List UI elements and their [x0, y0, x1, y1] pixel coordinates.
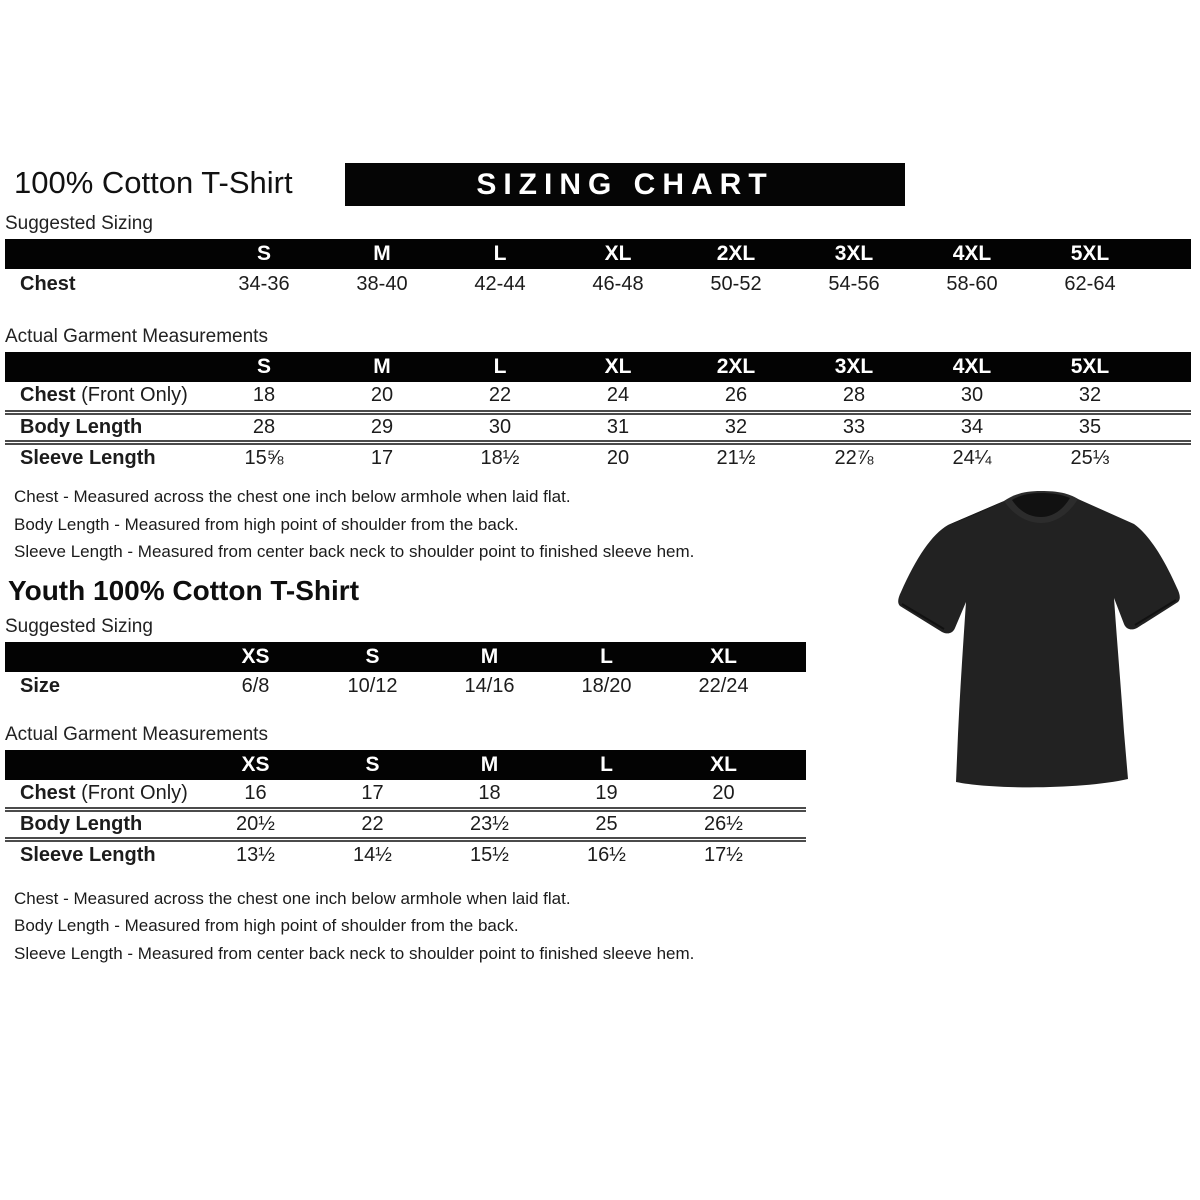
header-spacer — [1149, 239, 1191, 269]
measurement-value: 24 — [606, 384, 630, 407]
note-body-length: Body Length - Measured from high point of shoulder from the back. — [14, 514, 519, 534]
row-label-header — [5, 750, 197, 780]
youth-measurement-notes — [14, 885, 1200, 968]
size-column-header: M — [323, 239, 441, 269]
size-column-header: 3XL — [795, 352, 913, 382]
size-header-row — [5, 239, 1191, 269]
row-label-text: Size — [20, 675, 61, 697]
sizing-chart-banner: SIZING CHART — [345, 163, 905, 206]
row-spacer — [1149, 412, 1191, 442]
measurement-value: 28 — [842, 384, 866, 407]
size-column-header: XS — [197, 642, 314, 672]
size-column-header: 4XL — [913, 352, 1031, 382]
measurement-value: 20 — [370, 384, 394, 407]
size-header-row — [5, 352, 1191, 382]
row-label-suffix: (Front Only) — [75, 781, 188, 804]
measurement-value: 35 — [1031, 412, 1149, 442]
adult-actual-measurements-table — [5, 352, 1191, 472]
adult-actual-measurements-label: Actual Garment Measurements — [5, 326, 268, 347]
measurement-value: 23½ — [431, 810, 548, 840]
row-label-text: Chest — [20, 781, 76, 804]
youth-suggested-sizing-table — [5, 642, 806, 702]
measurement-row — [5, 269, 1191, 299]
size-column-header: 5XL — [1031, 239, 1149, 269]
youth-section-title: Youth 100% Cotton T-Shirt — [8, 574, 360, 606]
measurement-value: 18½ — [441, 442, 559, 472]
measurement-value: 22⅞ — [795, 442, 913, 472]
measurement-value: 22 — [488, 384, 512, 407]
row-spacer — [1149, 442, 1191, 472]
measurement-value: 46-48 — [592, 272, 644, 295]
row-label-header — [5, 239, 205, 269]
measurement-value: 30 — [441, 412, 559, 442]
row-label-header — [5, 352, 205, 382]
note-chest: Chest - Measured across the chest one inch below armhole when laid flat. — [14, 487, 571, 506]
size-column-header: XS — [197, 750, 314, 780]
measurement-value: 17 — [323, 442, 441, 472]
size-header-row — [5, 642, 806, 672]
header-spacer — [1149, 352, 1191, 382]
tshirt-body-shape — [898, 494, 1180, 788]
row-label — [5, 780, 197, 810]
row-label — [5, 269, 205, 299]
measurement-value: 14½ — [314, 840, 431, 870]
measurement-value: 13½ — [197, 840, 314, 870]
row-label — [5, 412, 205, 442]
note-sleeve-length: Sleeve Length - Measured from center back neck to shoulder point to finished sleeve hem. — [14, 943, 695, 963]
measurement-value: 34 — [913, 412, 1031, 442]
measurement-value: 19 — [595, 781, 618, 804]
size-column-header: S — [314, 642, 431, 672]
measurement-value: 16 — [244, 781, 267, 804]
size-column-header: M — [431, 642, 548, 672]
row-spacer — [782, 810, 806, 840]
row-label — [5, 810, 197, 840]
measurement-value: 6/8 — [241, 675, 270, 697]
size-column-header: 5XL — [1031, 352, 1149, 382]
row-label — [5, 382, 205, 412]
measurement-value: 28 — [205, 412, 323, 442]
size-column-header: L — [441, 239, 559, 269]
measurement-row — [5, 840, 806, 870]
size-column-header: XL — [559, 239, 677, 269]
size-column-header: L — [548, 642, 665, 672]
size-column-header: XL — [665, 642, 782, 672]
measurement-value: 24¼ — [913, 442, 1031, 472]
size-column-header: S — [205, 352, 323, 382]
tshirt-product-photo — [888, 476, 1192, 816]
row-spacer — [1149, 382, 1191, 412]
size-column-header: S — [205, 239, 323, 269]
measurement-value: 26 — [724, 384, 748, 407]
measurement-row — [5, 780, 806, 810]
measurement-value: 20 — [712, 781, 735, 804]
measurement-value: 33 — [795, 412, 913, 442]
measurement-value: 18 — [478, 781, 501, 804]
measurement-value: 32 — [1078, 384, 1102, 407]
measurement-value: 21½ — [677, 442, 795, 472]
row-spacer — [782, 780, 806, 810]
row-label-text: Body Length — [20, 813, 143, 835]
measurement-value: 25⅓ — [1031, 442, 1149, 472]
row-spacer — [1149, 269, 1191, 299]
measurement-value: 10/12 — [347, 675, 398, 697]
size-column-header: 2XL — [677, 352, 795, 382]
measurement-value: 17½ — [665, 840, 782, 870]
measurement-value: 50-52 — [710, 272, 762, 295]
row-label-text: Chest — [20, 384, 76, 407]
row-label-header — [5, 642, 197, 672]
measurement-value: 30 — [960, 384, 984, 407]
row-label-text: Sleeve Length — [20, 844, 156, 867]
measurement-value: 16½ — [548, 840, 665, 870]
youth-suggested-sizing-label: Suggested Sizing — [5, 615, 153, 637]
youth-actual-measurements-label: Actual Garment Measurements — [5, 723, 268, 745]
measurement-value: 22 — [314, 810, 431, 840]
measurement-value: 29 — [323, 412, 441, 442]
row-label-text: Body Length — [20, 415, 143, 438]
measurement-value: 25 — [548, 810, 665, 840]
size-column-header: M — [431, 750, 548, 780]
adult-suggested-sizing-label: Suggested Sizing — [5, 213, 153, 234]
row-label-suffix: (Front Only) — [75, 384, 188, 407]
measurement-value: 17 — [361, 781, 384, 804]
header-spacer — [782, 642, 806, 672]
measurement-value: 34-36 — [238, 272, 290, 295]
size-column-header: S — [314, 750, 431, 780]
measurement-value: 20½ — [197, 810, 314, 840]
measurement-value: 18/20 — [581, 675, 632, 697]
note-sleeve-length: Sleeve Length - Measured from center back neck to shoulder point to finished sleeve hem. — [14, 542, 695, 561]
size-column-header: 3XL — [795, 239, 913, 269]
row-spacer — [782, 672, 806, 702]
size-column-header: L — [441, 352, 559, 382]
measurement-value: 15½ — [431, 840, 548, 870]
measurement-value: 18 — [252, 384, 276, 407]
measurement-row — [5, 442, 1191, 472]
size-column-header: XL — [559, 352, 677, 382]
measurement-value: 31 — [559, 412, 677, 442]
row-label-text: Chest — [20, 272, 76, 295]
header-row — [0, 0, 1200, 206]
measurement-value: 14/16 — [464, 675, 515, 697]
measurement-value: 32 — [677, 412, 795, 442]
size-column-header: XL — [665, 750, 782, 780]
measurement-value: 20 — [559, 442, 677, 472]
size-column-header: 4XL — [913, 239, 1031, 269]
row-label — [5, 672, 197, 702]
note-body-length: Body Length - Measured from high point of shoulder from the back. — [14, 916, 519, 935]
measurement-value: 54-56 — [828, 272, 880, 295]
measurement-value: 15⅝ — [205, 442, 323, 472]
measurement-value: 58-60 — [946, 272, 998, 295]
note-chest: Chest - Measured across the chest one inch below armhole when laid flat. — [14, 888, 571, 908]
measurement-row — [5, 412, 1191, 442]
row-label — [5, 442, 205, 472]
black-tshirt-image — [888, 476, 1192, 816]
row-spacer — [782, 840, 806, 870]
header-spacer — [782, 750, 806, 780]
measurement-value: 22/24 — [698, 675, 749, 697]
measurement-value: 62-64 — [1064, 272, 1116, 295]
size-column-header: L — [548, 750, 665, 780]
adult-section-title: 100% Cotton T-Shirt — [14, 165, 293, 200]
youth-actual-measurements-table — [5, 750, 806, 870]
adult-suggested-sizing-table — [5, 239, 1191, 299]
measurement-value: 38-40 — [356, 272, 408, 295]
size-header-row — [5, 750, 806, 780]
measurement-row — [5, 810, 806, 840]
measurement-row — [5, 382, 1191, 412]
measurement-value: 26½ — [665, 810, 782, 840]
measurement-value: 42-44 — [474, 272, 526, 295]
row-label-text: Sleeve Length — [20, 446, 156, 469]
measurement-row — [5, 672, 806, 702]
size-column-header: 2XL — [677, 239, 795, 269]
row-label — [5, 840, 197, 870]
size-column-header: M — [323, 352, 441, 382]
